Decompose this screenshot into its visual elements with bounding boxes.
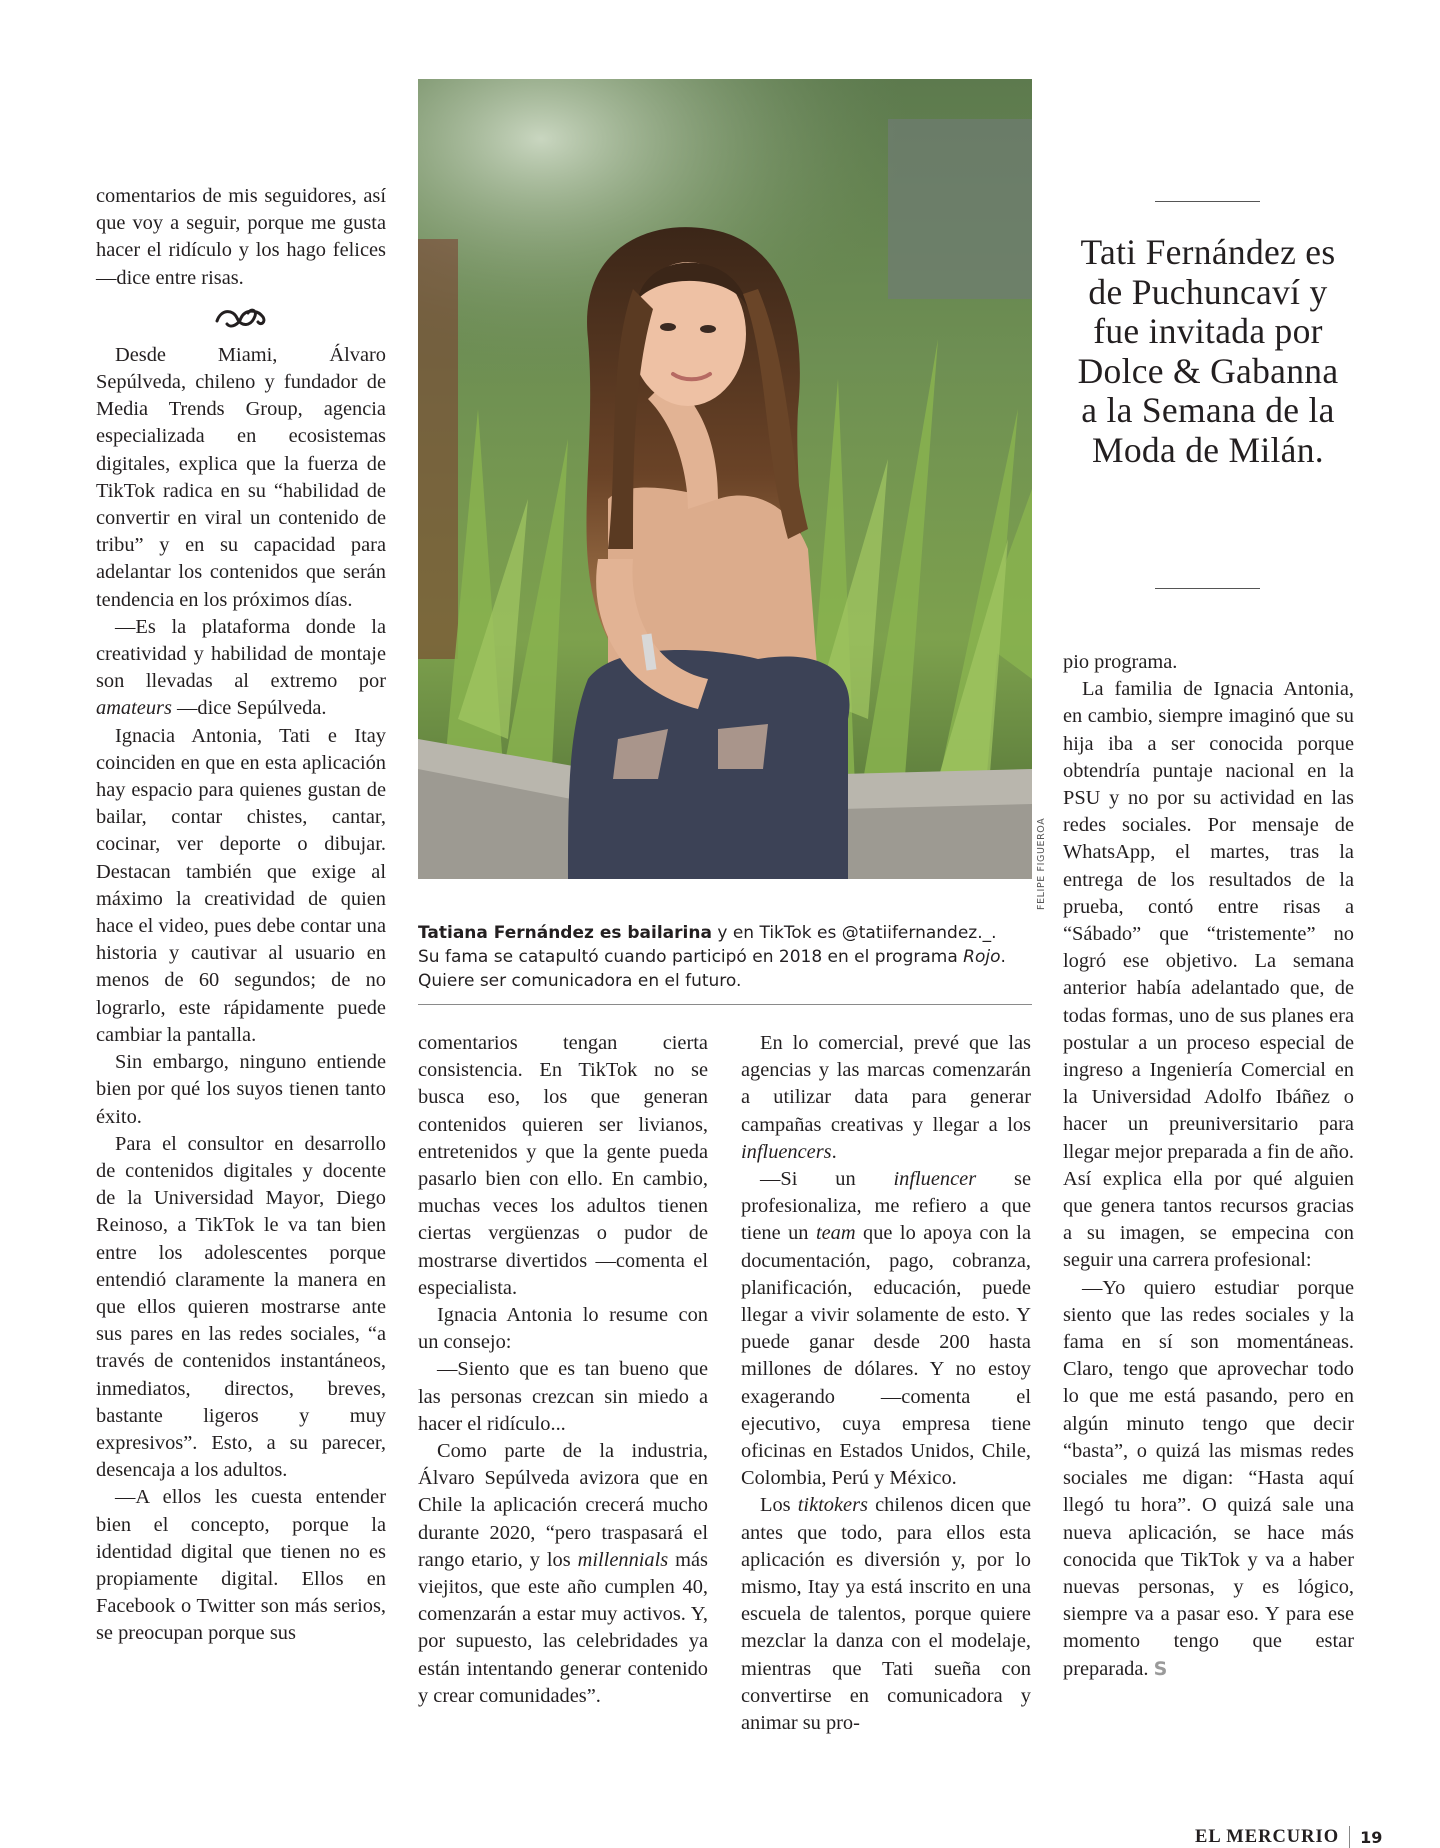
pull-quote: Tati Fernández es de Puchuncaví y fue invitada por Dolce & Gabanna a la Semana de la Moda de Milán. <box>1077 232 1339 470</box>
paragraph: Como parte de la industria, Álvaro Sepúlveda avizora que en Chile la aplicación crecerá mucho durante 2020, “pero traspasará el rango etario, y los millennials más viejitos, que este año cumplen 40, comenzarán a estar muy activos. Y, por supuesto, las celebridades ya están intentando generar contenido y crear comunidades”. <box>418 1440 708 1707</box>
paragraph: pio programa. <box>1063 651 1178 673</box>
photo-credit: FELIPE FIGUEROA <box>1036 817 1047 910</box>
paragraph: —A ellos les cuesta entender bien el concepto, porque la identidad digital que tienen no es propiamente digital. Ellos en Facebook o Twitter son más serios, se preocupan porque sus <box>96 1486 386 1645</box>
ornament-separator <box>96 304 386 332</box>
paragraph: —Es la plataforma donde la creatividad y habilidad de montaje son llevadas al extremo por amateurs —dice Sepúlveda. <box>96 615 386 720</box>
article-column-2 <box>418 1030 708 1710</box>
paragraph: —Siento que es tan bueno que las personas crezcan sin miedo a hacer el ridículo... <box>418 1358 708 1435</box>
pullquote-rule-bottom <box>1155 588 1260 589</box>
paragraph: —Si un influencer se profesionaliza, me refiero a que tiene un team que lo apoya con la documentación, pago, cobranza, planificación, educación, puede llegar a vivir solamente de esto. Y puede ganar desde 200 hasta millones de dólares. Y no estoy exagerando —comenta el ejecutivo, cuya empresa tiene oficinas en Estados Unidos, Chile, Colombia, Perú y México. <box>741 1168 1031 1490</box>
photo-caption: Tatiana Fernández es bailarina y en TikTok es @tatiifernandez._. Su fama se catapultó cuando participó en 2018 en el programa Rojo. Quiere ser comunicadora en el futuro. <box>418 923 1006 991</box>
paragraph: Desde Miami, Álvaro Sepúlveda, chileno y fundador de Media Trends Group, agencia especializada en ecosistemas digitales, explica que la fuerza de TikTok radica en su “habilidad de convertir en viral un contenido de tribu” y en su capacidad para adelantar los contenidos que serán tendencia en los próximos días. <box>96 343 386 611</box>
footer-divider <box>1349 1826 1350 1848</box>
page-footer <box>1195 1826 1382 1848</box>
paragraph: Sin embargo, ninguno entiende bien por qué los suyos tienen tanto éxito. <box>96 1051 386 1128</box>
article-column-1 <box>96 183 386 1648</box>
portrait-photo-icon <box>418 79 1032 879</box>
pullquote-rule-top <box>1155 201 1260 202</box>
article-column-4 <box>1063 649 1354 1683</box>
caption-lead: Tatiana Fernández es bailarina <box>418 923 712 943</box>
paragraph: comentarios tengan cierta consistencia. En TikTok no se busca eso, los que generan contenidos quieren ser livianos, entretenidos y que la gente pueda pasarlo bien con ello. En cambio, muchas veces los adultos tienen ciertas vergüenzas o pudor de mostrarse divertidos —comenta el especialista. <box>418 1032 708 1299</box>
flourish-icon <box>211 304 271 332</box>
publication-name: EL MERCURIO <box>1195 1826 1340 1847</box>
paragraph: En lo comercial, prevé que las agencias y las marcas comenzarán a utilizar data para generar campañas creativas y llegar a los influencers. <box>741 1032 1031 1163</box>
paragraph: Ignacia Antonia, Tati e Itay coinciden en que en esta aplicación hay espacio para quienes gustan de bailar, contar chistes, cantar, cocinar, ver deporte o dibujar. Destacan también que exige al máximo la creatividad de quien hace el video, pues debe contar una historia y cautivar al usuario en menos de 60 segundos; de no lograrlo, este rápidamente puede cambiar la pantalla. <box>96 724 386 1046</box>
end-mark: S <box>1153 1657 1168 1680</box>
paragraph: comentarios de mis seguidores, así que voy a seguir, porque me gusta hacer el ridículo y los hago felices —dice entre risas. <box>96 185 386 289</box>
paragraph: Para el consultor en desarrollo de contenidos digitales y docente de la Universidad Mayor, Diego Reinoso, a TikTok le va tan bien entre los adolescentes porque entendió claramente la manera en que ellos quieren mostrarse ante sus pares en las redes sociales, “a través de contenidos instantáneos, inmediatos, directos, breves, bastante ligeros y muy expresivos”. Esto, a su parecer, desencaja a los adultos. <box>96 1132 386 1482</box>
paragraph: La familia de Ignacia Antonia, en cambio, siempre imaginó que su hija iba a ser conocida porque obtendría puntaje nacional en la PSU y no por su actividad en las redes sociales. Por mensaje de WhatsApp, el martes, tras la entrega de los resultados de la prueba, contó entre risas a “Sábado” que “tristemente” no logró ese objetivo. La semana anterior había adelantado que, de todas formas, uno de sus planes era postular a un proceso especial de ingreso a Ingeniería Comercial en la Universidad Adolfo Ibáñez o hacer un preuniversitario para llegar mejor preparada a fin de año. Así explica ella por qué alguien que genera tantos recursos gracias a su imagen, se empecina con seguir una carrera profesional: <box>1063 678 1354 1272</box>
paragraph: Los tiktokers chilenos dicen que antes que todo, para ellos esta aplicación es diversión y, por lo mismo, Itay ya está inscrito en una escuela de talentos, porque quiere mezclar la danza con el modelaje, mientras que Tati sueña con convertirse en comunicadora y animar su pro- <box>741 1494 1031 1735</box>
portrait-photo <box>418 79 1032 879</box>
paragraph: —Yo quiero estudiar porque siento que las redes sociales y la fama en sí son momentáneas. Claro, tengo que aprovechar todo lo que me está pasando, pero en algún minuto tengo que decir “basta”, o quizá las mismas redes sociales me digan: “Hasta aquí llegó tu hora”. O quizá sale una nueva aplicación, se hace más conocida que TikTok y va a haber nuevas personas, y es lógico, siempre va a pasar eso. Y para ese momento tengo que estar preparada. S <box>1063 1276 1354 1680</box>
page-number: 19 <box>1360 1827 1383 1847</box>
article-column-3 <box>741 1030 1031 1737</box>
paragraph: Ignacia Antonia lo resume con un consejo: <box>418 1304 708 1354</box>
caption-rule <box>418 1004 1032 1005</box>
